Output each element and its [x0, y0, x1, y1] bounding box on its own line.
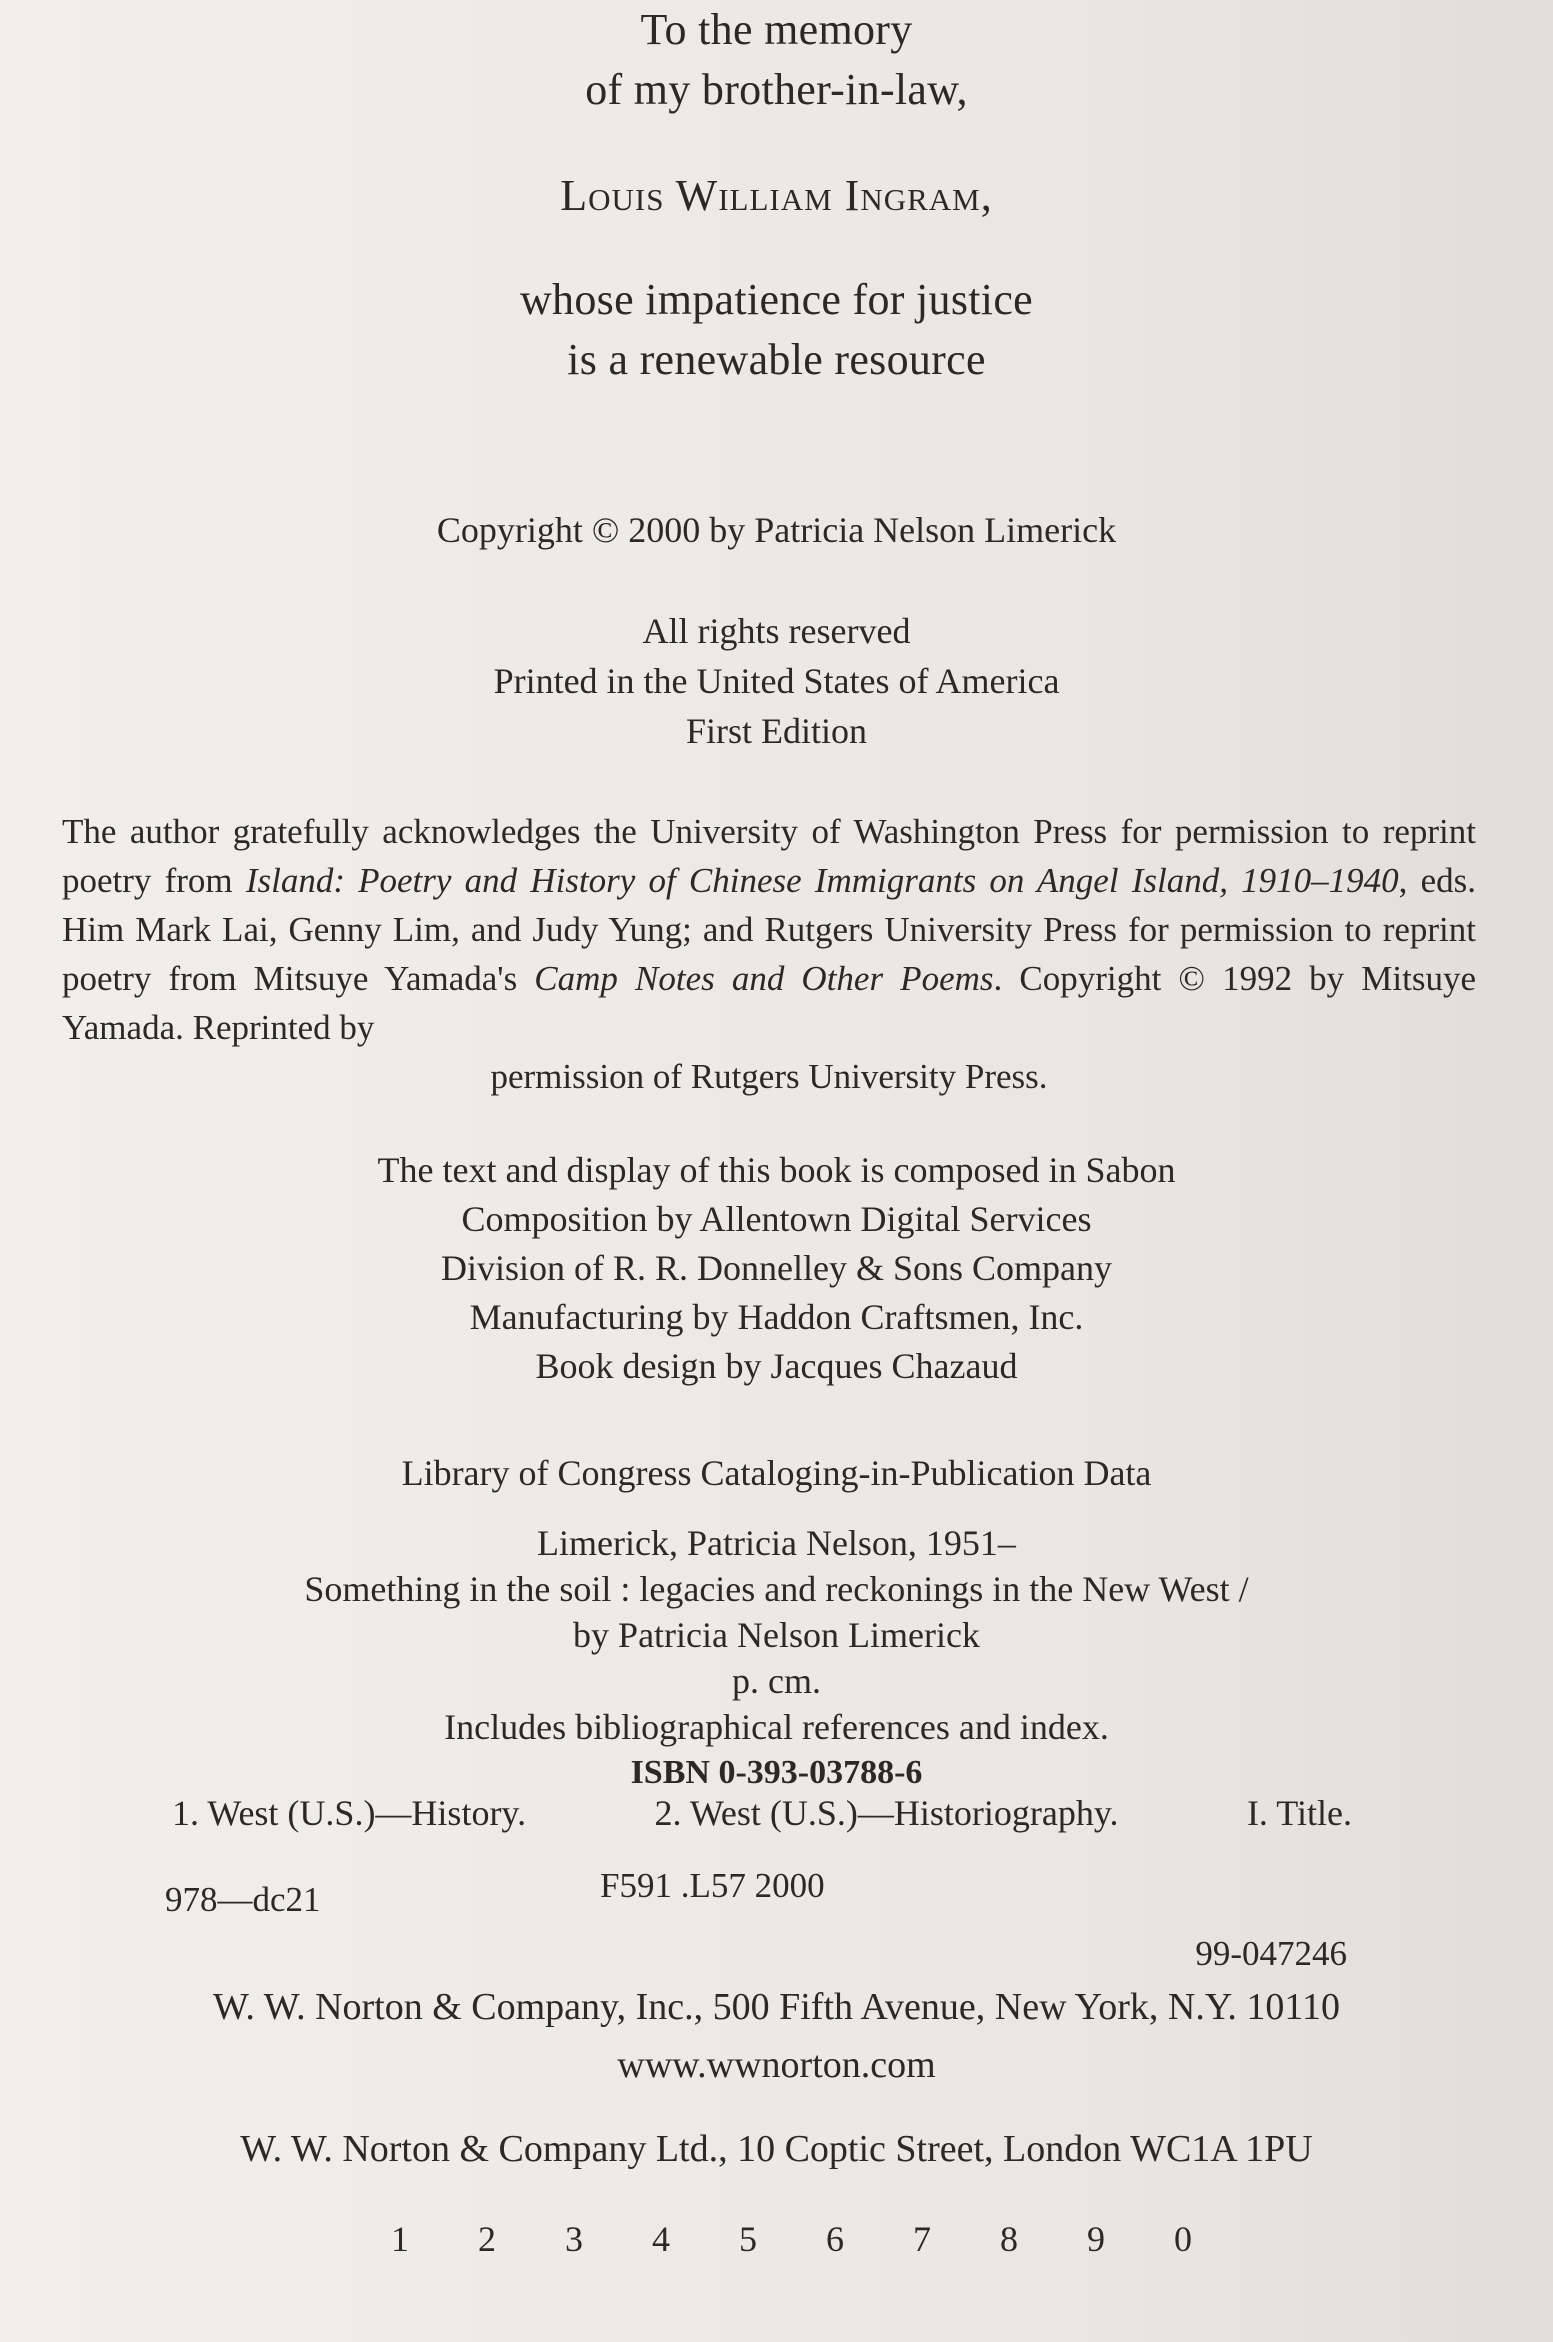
cip-pagination: p. cm.	[732, 1661, 821, 1701]
composition-credit: Composition by Allentown Digital Services	[461, 1199, 1092, 1239]
ack-text: The author gratefully acknowledges the University of Washington Press for permission to reprint poetry from	[62, 812, 1476, 900]
edition-line: First Edition	[685, 711, 868, 751]
cip-lc-call-number: F591 .L57 2000	[600, 1866, 825, 1905]
ack-title-island: Island: Poetry and History of Chinese Immigrants on Angel Island, 1910–1940	[245, 861, 1399, 900]
copyright-notice	[0, 505, 1553, 555]
dedication-line: is a renewable resource	[567, 335, 986, 384]
typeface-credit: The text and display of this book is composed in Sabon	[377, 1150, 1176, 1190]
cip-title-entry: I. Title.	[1246, 1793, 1352, 1833]
acknowledgment-paragraph	[62, 807, 1476, 1101]
printed-in-line: Printed in the United States of America	[493, 661, 1060, 701]
cip-title-statement: by Patricia Nelson Limerick	[573, 1615, 980, 1655]
rights-notice	[0, 606, 1553, 756]
cip-heading	[0, 1448, 1553, 1498]
ack-text: . Copyright © 1992 by Mitsuye Yamada. Reprinted by	[62, 959, 1477, 1047]
cip-notes: Includes bibliographical references and index.	[444, 1707, 1109, 1747]
manufacturing-credit: Manufacturing by Haddon Craftsmen, Inc.	[469, 1297, 1084, 1337]
printing-line	[0, 2218, 1553, 2260]
copyright-line: Copyright © 2000 by Patricia Nelson Limerick	[436, 510, 1117, 550]
cip-subject: 2. West (U.S.)—Historiography.	[654, 1793, 1119, 1833]
dedication-line: of my brother-in-law,	[585, 65, 968, 114]
cip-dewey-number: 978—dc21	[165, 1880, 321, 1919]
rights-line: All rights reserved	[642, 611, 911, 651]
printer-key: 1 2 3 4 5 6 7 8 9 0	[391, 2219, 1222, 2259]
publisher-uk-address: W. W. Norton & Company Ltd., 10 Coptic Street, London WC1A 1PU	[240, 2128, 1313, 2170]
cip-subjects	[172, 1790, 1352, 1836]
publisher-url: www.wwnorton.com	[617, 2044, 936, 2086]
cip-isbn: ISBN 0-393-03788-6	[630, 1754, 923, 1791]
cip-subject: 1. West (U.S.)—History.	[172, 1793, 527, 1833]
cip-author: Limerick, Patricia Nelson, 1951–	[537, 1523, 1016, 1563]
cip-title: Something in the soil : legacies and reckonings in the New West /	[304, 1569, 1249, 1609]
dedicatee-name: Louis William Ingram,	[560, 171, 993, 220]
publisher-us	[0, 1978, 1553, 2094]
ack-text: , eds. Him Mark Lai, Genny Lim, and Judy Yung; and Rutgers University Press for permission to reprint poetry from Mitsuye Yamada's	[62, 861, 1477, 998]
design-credit: Book design by Jacques Chazaud	[535, 1346, 1018, 1386]
ack-last-line: permission of Rutgers University Press.	[490, 1057, 1048, 1096]
publisher-us-address: W. W. Norton & Company, Inc., 500 Fifth Avenue, New York, N.Y. 10110	[213, 1986, 1340, 2028]
publisher-uk	[0, 2120, 1553, 2178]
production-credits	[0, 1146, 1553, 1391]
division-credit: Division of R. R. Donnelley & Sons Company	[440, 1248, 1112, 1288]
dedication-line: To the memory	[640, 5, 913, 54]
ack-title-camp-notes: Camp Notes and Other Poems	[534, 959, 994, 998]
dedication	[0, 0, 1553, 390]
dedication-line: whose impatience for justice	[519, 275, 1033, 324]
cip-lccn: 99-047246	[1195, 1934, 1347, 1973]
cip-heading-text: Library of Congress Cataloging-in-Publication Data	[401, 1453, 1152, 1493]
cip-record	[0, 1520, 1553, 1796]
